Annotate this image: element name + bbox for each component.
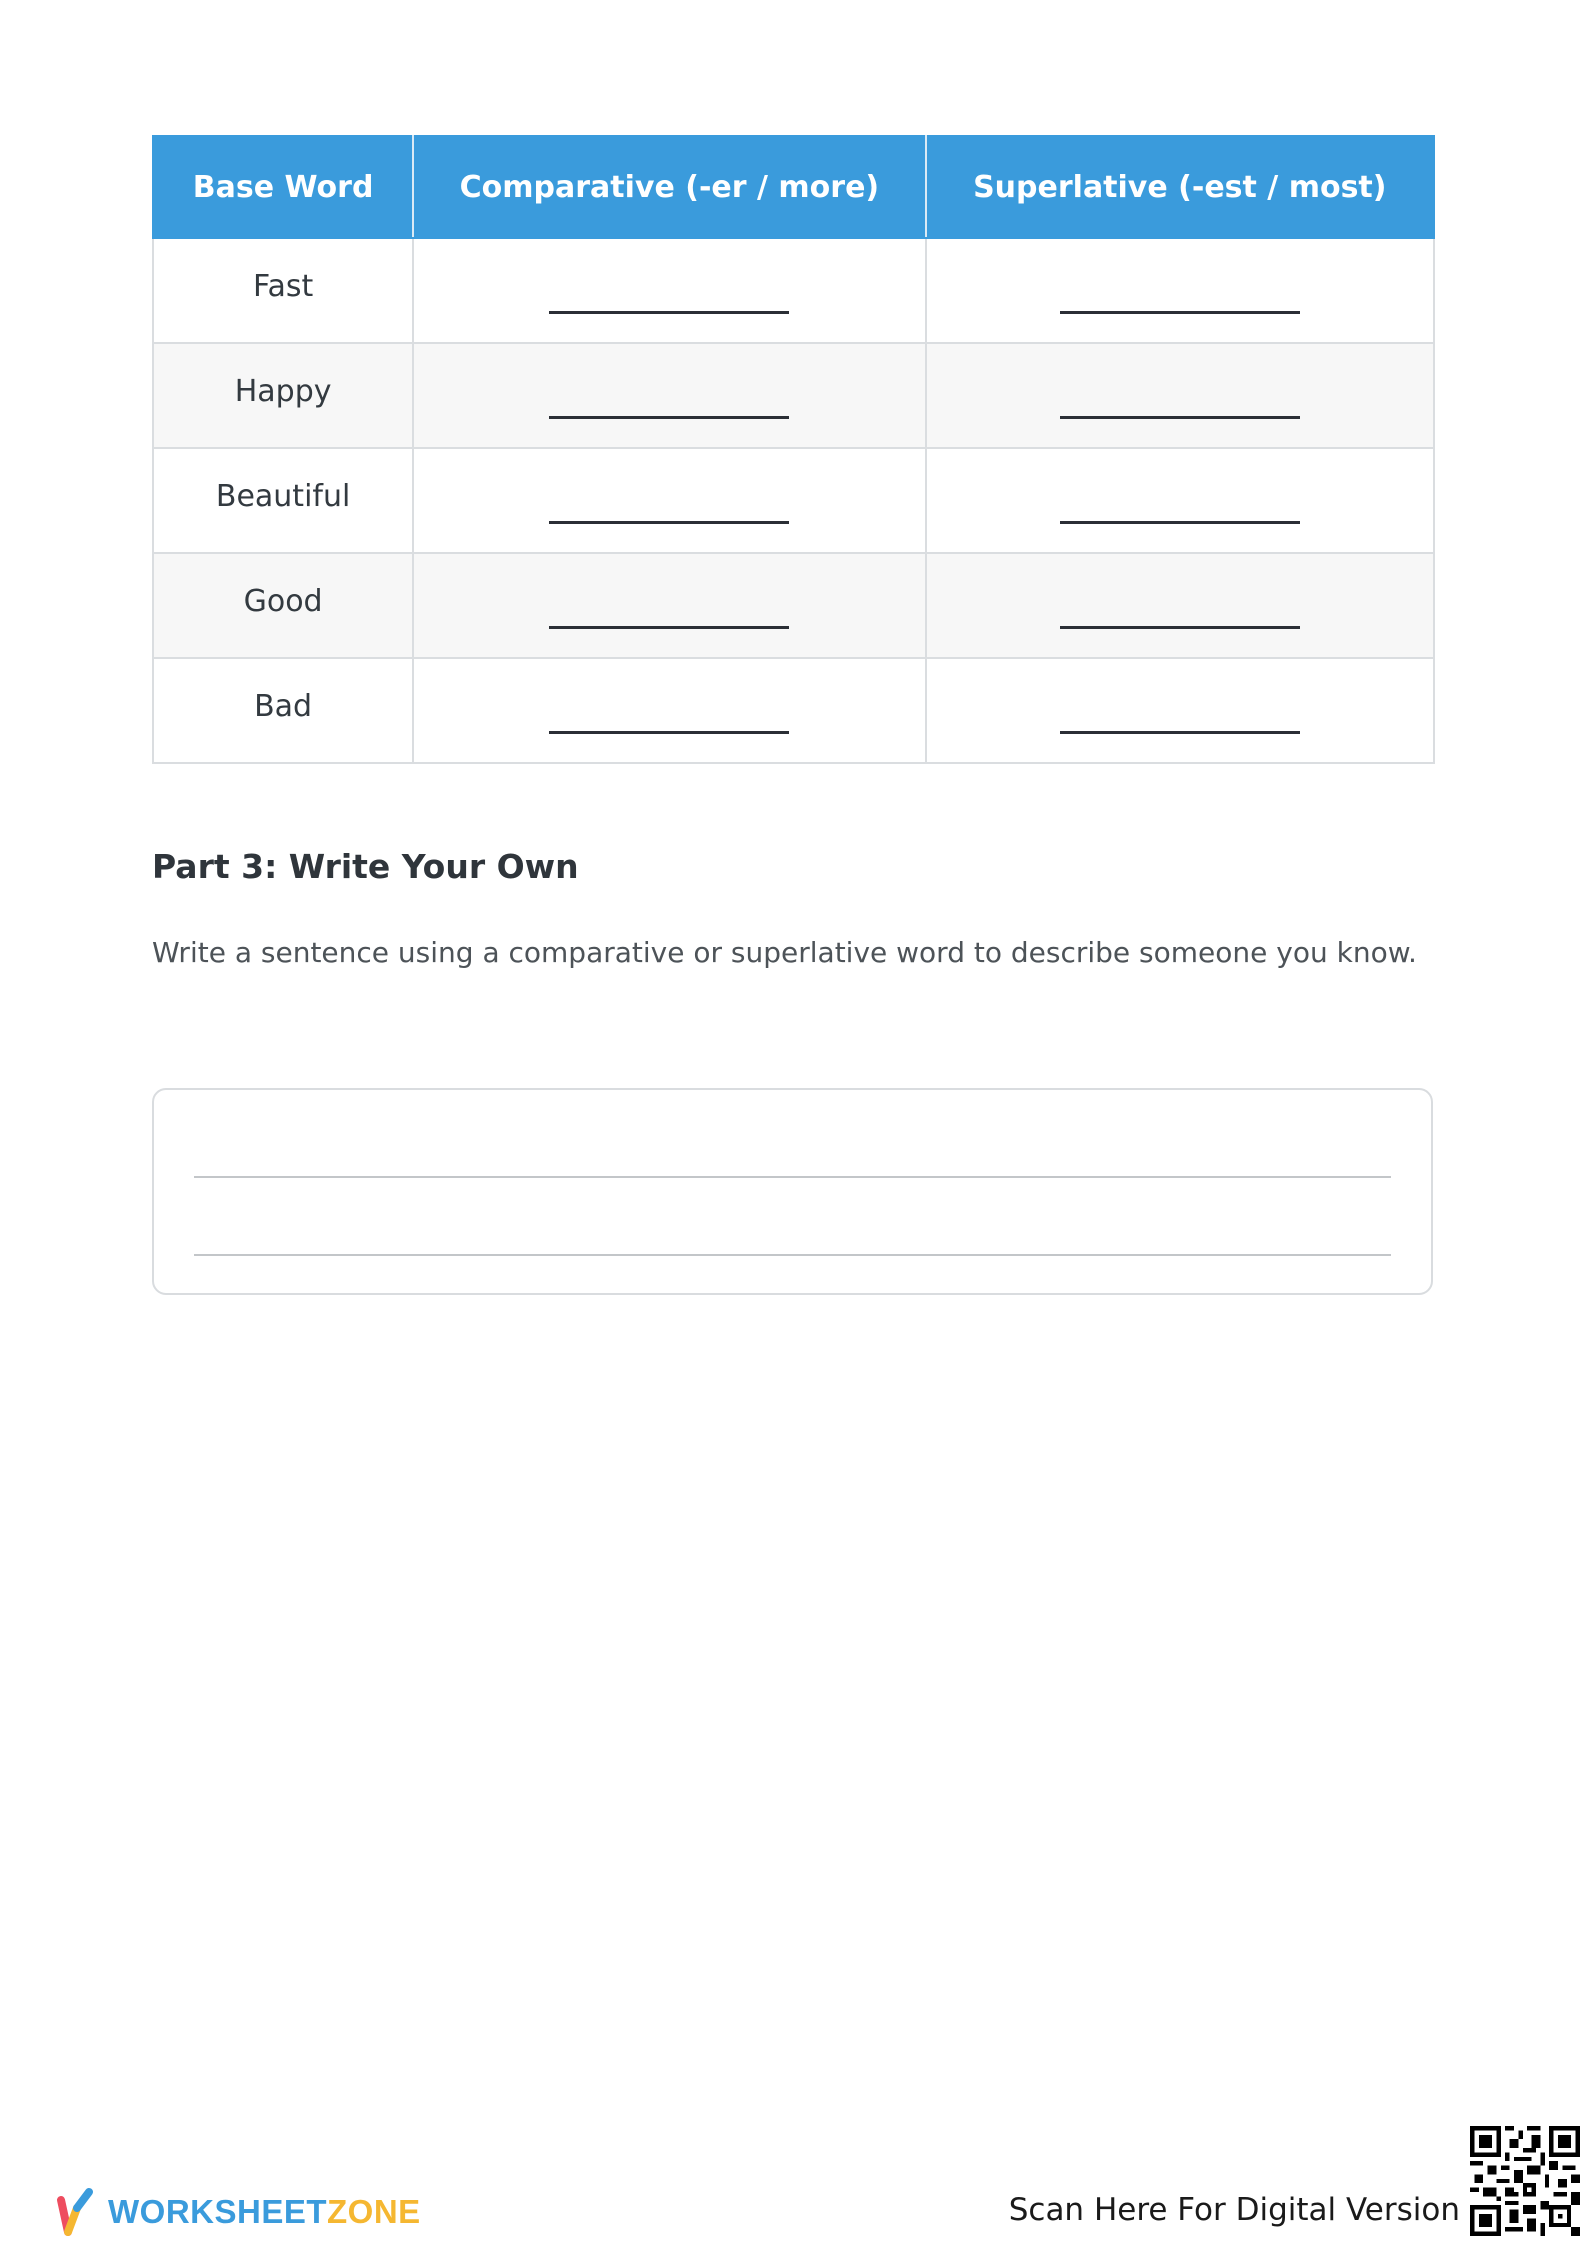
superlative-answer-blank[interactable] [926, 658, 1434, 763]
base-word-cell: Fast [153, 238, 413, 343]
answer-line [1060, 311, 1300, 314]
answer-line [1060, 521, 1300, 524]
header-base-word: Base Word [153, 136, 413, 238]
base-word-cell: Happy [153, 343, 413, 448]
answer-line [549, 626, 789, 629]
answer-line [549, 521, 789, 524]
logo-text-part1: WORKSHEET [108, 2193, 327, 2230]
table-row [153, 553, 1434, 658]
base-word-cell: Beautiful [153, 448, 413, 553]
section-title: Part 3: Write Your Own [152, 847, 579, 886]
superlative-answer-blank[interactable] [926, 448, 1434, 553]
comparative-answer-blank[interactable] [413, 448, 925, 553]
base-word-cell: Good [153, 553, 413, 658]
answer-line [549, 416, 789, 419]
superlative-answer-blank[interactable] [926, 343, 1434, 448]
logo-w-icon [56, 2186, 94, 2238]
comparative-answer-blank[interactable] [413, 343, 925, 448]
table-row [153, 238, 1434, 343]
section-instruction: Write a sentence using a comparative or superlative word to describe someone you know. [152, 936, 1417, 969]
writing-line [194, 1254, 1391, 1256]
answer-line [1060, 731, 1300, 734]
table-row [153, 448, 1434, 553]
table-row [153, 658, 1434, 763]
qr-code-icon[interactable] [1470, 2126, 1580, 2236]
answer-line [549, 311, 789, 314]
table-header-row [153, 136, 1434, 238]
header-superlative: Superlative (-est / most) [926, 136, 1434, 238]
scan-caption: Scan Here For Digital Version [1008, 2192, 1460, 2228]
base-word-cell: Bad [153, 658, 413, 763]
adjective-forms-table [152, 135, 1435, 764]
header-comparative: Comparative (-er / more) [413, 136, 925, 238]
comparative-answer-blank[interactable] [413, 553, 925, 658]
answer-line [549, 731, 789, 734]
logo-text-part2: ZONE [327, 2193, 421, 2230]
comparative-answer-blank[interactable] [413, 238, 925, 343]
logo-wordmark [108, 2193, 421, 2231]
comparative-answer-blank[interactable] [413, 658, 925, 763]
writing-line [194, 1176, 1391, 1178]
answer-line [1060, 626, 1300, 629]
answer-line [1060, 416, 1300, 419]
superlative-answer-blank[interactable] [926, 238, 1434, 343]
worksheetzone-logo [56, 2184, 421, 2240]
table-row [153, 343, 1434, 448]
superlative-answer-blank[interactable] [926, 553, 1434, 658]
sentence-answer-box[interactable] [152, 1088, 1433, 1295]
